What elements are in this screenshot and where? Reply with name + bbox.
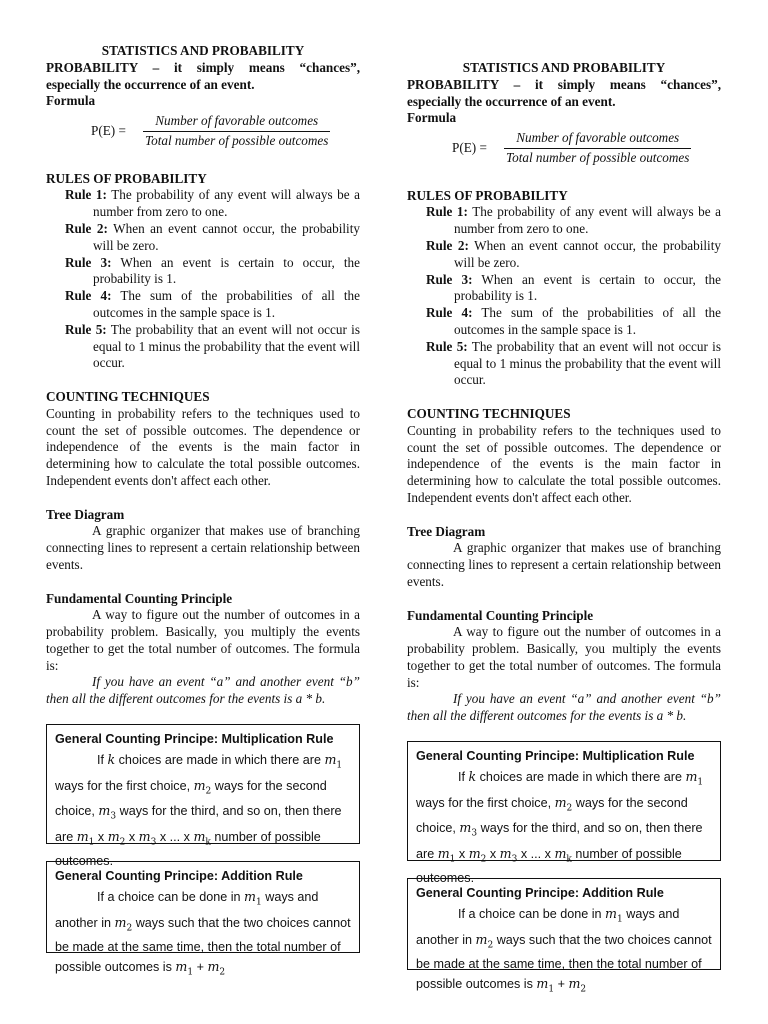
multiplication-rule-title: General Counting Principe: Multiplication Rule [416, 749, 695, 764]
rule-label: Rule 2: [65, 220, 108, 236]
addition-rule-text: If a choice can be done in $m_1$ ways and another in $m_2$ ways such that the two choices cannot be made at the same time, then the total number of possible outcomes is $m_1 + m_2$ [416, 906, 712, 995]
probability-term: PROBABILITY [407, 76, 499, 92]
rule-item [407, 272, 721, 306]
rule-label: Rule 2: [426, 237, 469, 253]
fcp-paragraph: A way to figure out the number of outcomes in a probability problem. Basically, you multiply the events together to get the total number of outcomes. The formula is: [46, 607, 360, 673]
rules-list [46, 187, 360, 372]
multiplication-rule-box [407, 741, 721, 886]
formula-numerator: Number of favorable outcomes [516, 130, 680, 146]
fcp-formula: If you have an event “a” and another event “b” then all the different outcomes for the events is a * b. [407, 691, 721, 724]
rule-label: Rule 3: [426, 271, 473, 287]
addition-rule-text: If a choice can be done in $m_1$ ways and another in $m_2$ ways such that the two choices cannot be made at the same time, then the total number of possible outcomes is $m_1 + m_2$ [55, 889, 351, 978]
rule-text: When an event cannot occur, the probability will be zero. [93, 220, 360, 253]
tree-diagram-paragraph: A graphic organizer that makes use of branching connecting lines to represent a certain relationship between events. [46, 523, 360, 572]
addition-rule-title: General Counting Principe: Addition Rule [55, 869, 303, 884]
counting-heading: COUNTING TECHNIQUES [46, 388, 210, 404]
multiplication-rule-text: If k choices are made in which there are $m_1$ ways for the first choice, $m_2$ ways for the second choice, $m_3$ ways for the third, and so on, then there are $m_1$ x $m_2$ x $m_3$ x ... x $m_k$ number of possible outcomes. [416, 769, 704, 886]
fcp-heading: Fundamental Counting Principle [407, 607, 594, 623]
rule-text: The sum of the probabilities of all the outcomes in the sample space is 1. [93, 288, 360, 320]
multiplication-rule-box [46, 724, 360, 869]
formula-denominator: Total number of possible outcomes [506, 149, 690, 165]
rule-text: The sum of the probabilities of all the outcomes in the sample space is 1. [454, 305, 721, 337]
fraction-bar [504, 148, 691, 149]
rule-label: Rule 4: [426, 305, 473, 321]
formula-fraction [504, 130, 691, 167]
page-title: STATISTICS AND PROBABILITY [462, 60, 666, 75]
fcp-paragraph: A way to figure out the number of outcomes in a probability problem. Basically, you multiply the events together to get the total number of outcomes. The formula is: [407, 624, 721, 690]
formula-denominator: Total number of possible outcomes [145, 132, 329, 148]
rule-label: Rule 1: [426, 204, 468, 220]
column-right [407, 60, 721, 995]
formula-numerator: Number of favorable outcomes [155, 113, 319, 129]
probability-definition-text: – it simply means “chances”, especially the occurrence of an event. [407, 76, 721, 109]
rule-text: The probability of any event will always be a number from zero to one. [93, 187, 360, 220]
tree-diagram-heading: Tree Diagram [46, 506, 125, 522]
rule-item [407, 305, 721, 339]
rule-text: When an event is certain to occur, the probability is 1. [454, 271, 721, 304]
formula-label: P(E) = [452, 140, 487, 156]
fcp-heading: Fundamental Counting Principle [46, 590, 233, 606]
page-title: STATISTICS AND PROBABILITY [101, 43, 305, 58]
rule-text: When an event is certain to occur, the probability is 1. [93, 254, 360, 287]
formula-label: P(E) = [91, 123, 126, 139]
counting-paragraph: Counting in probability refers to the techniques used to count the set of possible outcomes. The dependence or independence of the events is the main factor in determining how to calculate the total possible outcomes. Independent events don't affect each other. [46, 405, 360, 488]
rule-item [46, 221, 360, 255]
rule-text: The probability of any event will always be a number from zero to one. [454, 204, 721, 237]
fcp-formula: If you have an event “a” and another event “b” then all the different outcomes for the events is a * b. [46, 674, 360, 707]
multiplication-rule-title: General Counting Principe: Multiplication Rule [55, 732, 334, 747]
fraction-bar [143, 131, 330, 132]
tree-diagram-paragraph: A graphic organizer that makes use of branching connecting lines to represent a certain relationship between events. [407, 540, 721, 589]
rules-heading: RULES OF PROBABILITY [46, 170, 207, 186]
rule-item [46, 255, 360, 289]
rule-label: Rule 1: [65, 187, 107, 203]
rule-item [407, 238, 721, 272]
probability-formula [46, 113, 360, 150]
rule-label: Rule 5: [426, 338, 468, 354]
addition-rule-box [407, 878, 721, 995]
rules-heading: RULES OF PROBABILITY [407, 187, 568, 203]
rule-item [46, 288, 360, 322]
probability-term: PROBABILITY [46, 59, 138, 75]
rule-text: The probability that an event will not occur is equal to 1 minus the probability that the event will occur. [454, 338, 721, 388]
rule-label: Rule 4: [65, 288, 112, 304]
column-left [46, 43, 360, 978]
formula-heading: Formula [46, 93, 96, 109]
probability-formula [407, 130, 721, 167]
probability-definition-text: – it simply means “chances”, especially the occurrence of an event. [46, 59, 360, 92]
rule-text: When an event cannot occur, the probability will be zero. [454, 237, 721, 270]
addition-rule-title: General Counting Principe: Addition Rule [416, 886, 664, 901]
counting-paragraph: Counting in probability refers to the techniques used to count the set of possible outcomes. The dependence or independence of the events is the main factor in determining how to calculate the total possible outcomes. Independent events don't affect each other. [407, 422, 721, 505]
addition-rule-box [46, 861, 360, 978]
rule-item [407, 339, 721, 389]
rule-item [407, 204, 721, 238]
rule-item [46, 322, 360, 372]
rule-label: Rule 5: [65, 321, 107, 337]
rule-item [46, 187, 360, 221]
rule-label: Rule 3: [65, 254, 112, 270]
formula-heading: Formula [407, 110, 457, 126]
rules-list [407, 204, 721, 389]
tree-diagram-heading: Tree Diagram [407, 523, 486, 539]
counting-heading: COUNTING TECHNIQUES [407, 405, 571, 421]
multiplication-rule-text: If k choices are made in which there are $m_1$ ways for the first choice, $m_2$ ways for the second choice, $m_3$ ways for the third, and so on, then there are $m_1$ x $m_2$ x $m_3$ x ... x $m_k$ number of possible outcomes. [55, 752, 343, 869]
probability-definition [46, 60, 360, 94]
rule-text: The probability that an event will not occur is equal to 1 minus the probability that the event will occur. [93, 321, 360, 371]
probability-definition [407, 77, 721, 111]
formula-fraction [143, 113, 330, 150]
